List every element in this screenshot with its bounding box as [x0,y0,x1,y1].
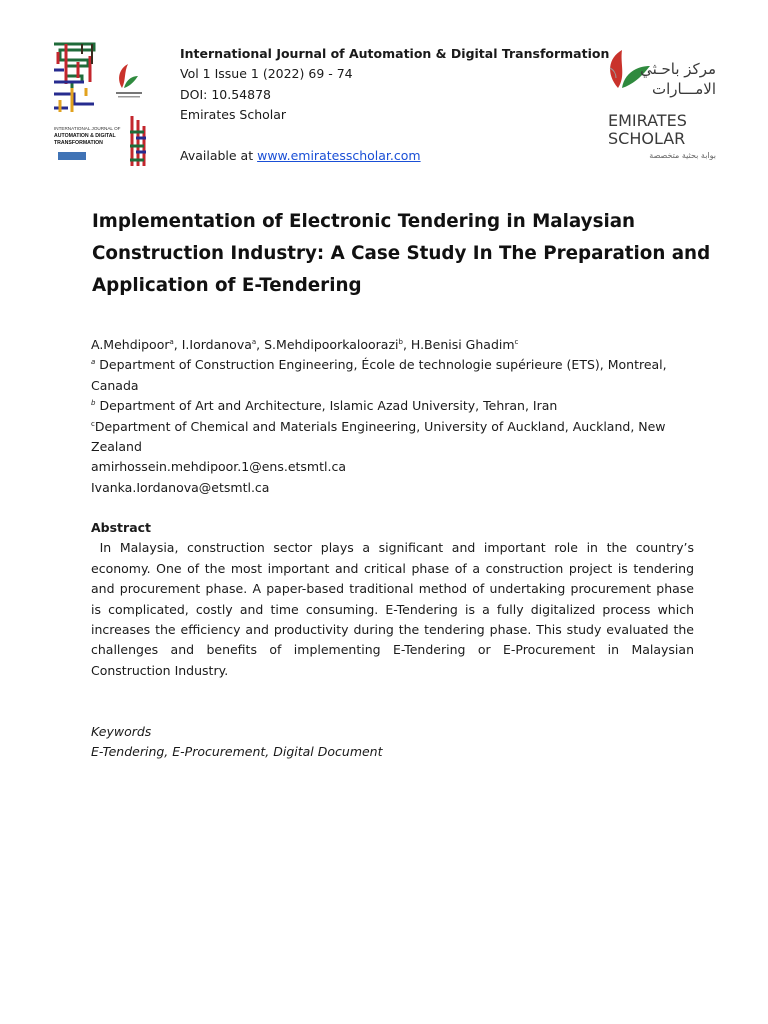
affiliation-c-continued: Zealand [91,439,142,455]
journal-publisher: Emirates Scholar [180,107,287,123]
author-affiliation-mark: c [514,337,519,346]
author-name: S.Mehdipoorkaloorazi [264,337,399,352]
cover-title-line-2: AUTOMATION & DIGITAL [54,133,116,139]
affiliation-text: Department of Art and Architecture, Islamic Azad University, Tehran, Iran [99,398,558,414]
authors-block [91,335,691,498]
abstract-heading: Abstract [91,520,152,535]
logo-arabic-line-1: مركز باحـثي [640,60,716,78]
email-2: Ivanka.Iordanova@etsmtl.ca [91,479,270,495]
logo-arabic-tagline: بوابة بحثية متخصصة [649,151,716,160]
affiliation-a-continued: Canada [91,377,139,393]
emirates-scholar-logo [604,48,728,160]
author-name: I.Iordanova [181,337,252,352]
author-affiliation-mark: b [398,337,403,346]
abstract-section [91,518,698,681]
title-line-2: Construction Industry: A Case Study In The Preparation and [92,243,711,264]
author-list: A.Mehdipoor$^a$, I.Iordanova$^a$, S.Mehdipoorkaloorazi$^b$, H.Benisi Ghadim$^c$ [91,337,519,352]
affiliation-mark: b [91,399,96,408]
journal-info [180,44,609,166]
journal-title: International Journal of Automation & Digital Transformation [180,46,610,61]
keywords-heading: Keywords [91,724,152,739]
cover-badge [58,152,86,160]
logo-line-2: SCHOLAR [608,129,686,148]
logo-line-1: EMIRATES [608,111,687,130]
cover-title-line-3: TRANSFORMATION [54,140,103,146]
title-line-3: Application of E-Tendering [92,275,362,296]
paper-title [92,206,712,302]
available-prefix: Available at [180,147,258,163]
affiliation-mark: a [91,358,96,367]
journal-volume: Vol 1 Issue 1 (2022) 69 - 74 [180,66,353,82]
keywords-section [91,722,383,763]
abstract-text: In Malaysia, construction sector plays a significant and important role in the country’s economy. One of the most important and critical phase of a construction project is tendering and procurement phase. A paper-based traditional method of undertaking procurement phase is complicated, costly and time consuming. E-Tendering is a fully digitalized process which increases the efficiency and productivity during the tendering phase. This study evaluated the challenges and benefits of implementing E-Tendering or E-Procurement in Malaysian Construction Industry. [91,540,698,678]
author-affiliation-mark: a [251,337,257,346]
author-affiliation-mark: a [169,337,174,346]
author-name: H.Benisi Ghadim [410,337,515,352]
availability-line [180,146,609,166]
journal-doi: DOI: 10.54878 [180,86,271,102]
email-1: amirhossein.mehdipoor.1@ens.etsmtl.ca [91,459,346,475]
affiliation-text: Department of Chemical and Materials Engineering, University of Auckland, Auckland, New [94,418,666,434]
keywords-list: E-Tendering, E-Procurement, Digital Document [91,744,383,760]
author-name: A.Mehdipoor [91,337,170,352]
cover-title-line-1: INTERNATIONAL JOURNAL OF [54,126,121,131]
publisher-link[interactable]: www.emiratesscholar.com [257,147,421,163]
title-line-1: Implementation of Electronic Tendering in Malaysian [92,211,636,232]
journal-cover-image [52,42,148,170]
affiliation-text: Department of Construction Engineering, École de technologie supérieure (ETS), Montreal, [99,357,667,373]
affiliation-a [91,355,691,375]
affiliation-mark: c [91,419,95,428]
logo-arabic-line-2: الامـــارات [651,80,716,98]
affiliation-c [91,417,691,437]
affiliation-b [91,396,691,416]
